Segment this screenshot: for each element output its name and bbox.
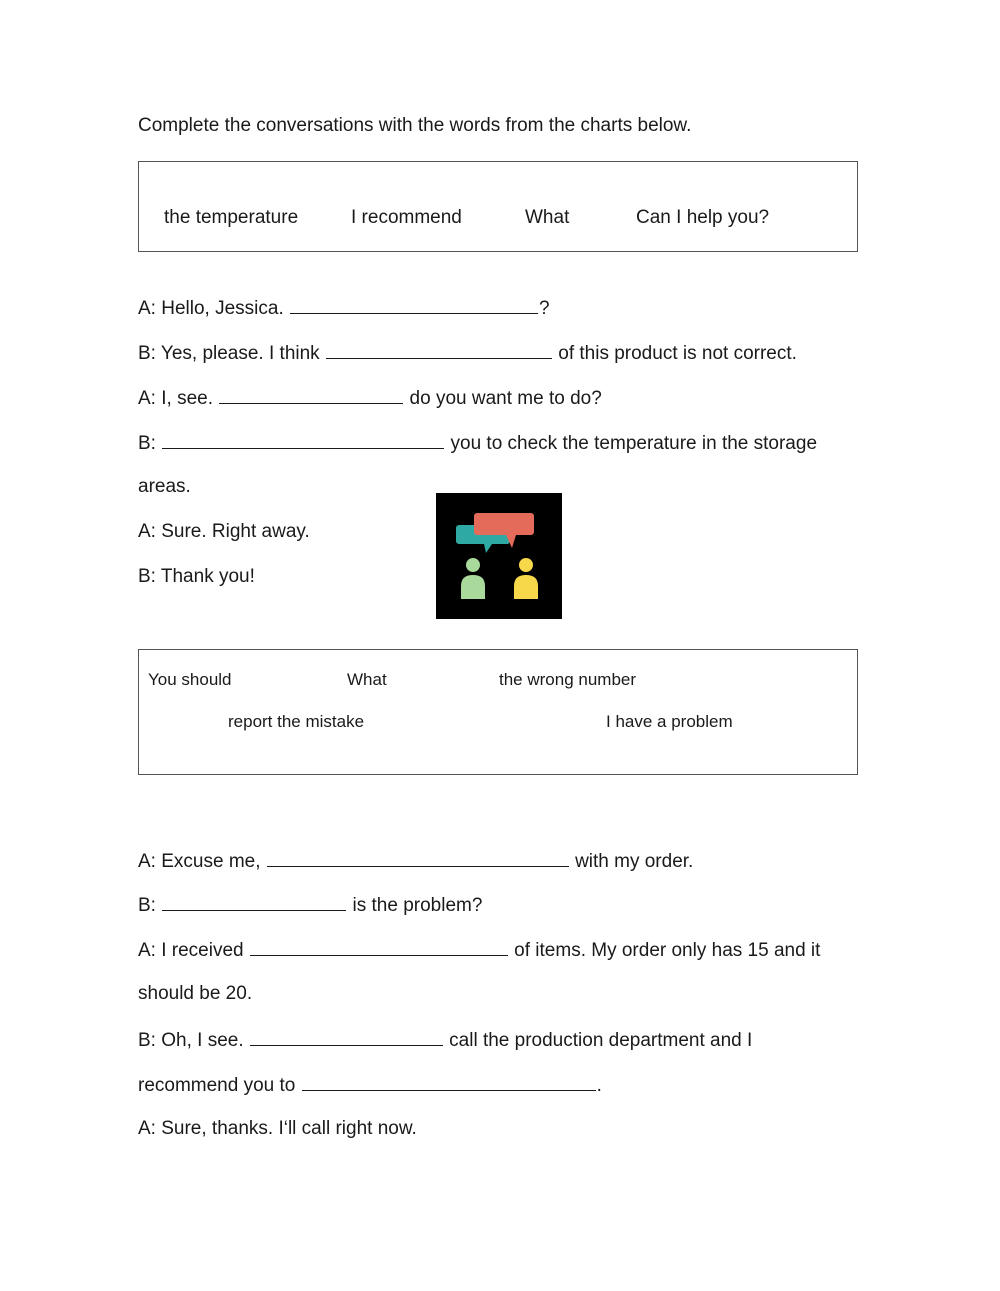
- line-text: recommend you to: [138, 1075, 296, 1096]
- line-text: is the problem?: [352, 895, 483, 916]
- answer-blank[interactable]: [267, 849, 569, 867]
- conversation-1-line-2: [138, 341, 797, 365]
- conversation-2-line-6: [138, 1073, 602, 1097]
- line-text: B:: [138, 895, 156, 916]
- word-chip: You should: [148, 670, 232, 689]
- word-chip: the temperature: [164, 207, 299, 228]
- line-text: A: I received: [138, 940, 244, 961]
- answer-blank[interactable]: [302, 1073, 596, 1091]
- conversation-2-line-7: A: Sure, thanks. I‘ll call right now.: [138, 1118, 417, 1139]
- conversation-2-line-2: [138, 893, 482, 917]
- line-text: A: Hello, Jessica.: [138, 298, 284, 319]
- line-text: of items. My order only has 15 and it: [514, 940, 821, 961]
- answer-blank[interactable]: [162, 893, 346, 911]
- word-chip: Can I help you?: [636, 207, 770, 228]
- line-text: do you want me to do?: [409, 388, 602, 409]
- line-text: .: [596, 1075, 602, 1096]
- answer-blank[interactable]: [290, 296, 538, 314]
- line-text: call the production department and I: [449, 1030, 753, 1051]
- line-text: with my order.: [575, 851, 694, 872]
- word-chip: What: [525, 207, 570, 228]
- line-text: B: Yes, please. I think: [138, 343, 320, 364]
- line-text: A: Excuse me,: [138, 851, 261, 872]
- conversation-1-line-6: A: Sure. Right away.: [138, 521, 310, 542]
- conversation-2-line-4: should be 20.: [138, 983, 253, 1004]
- line-text: of this product is not correct.: [558, 343, 797, 364]
- answer-blank[interactable]: [326, 341, 552, 359]
- word-chip: I recommend: [351, 207, 462, 228]
- line-text: ?: [539, 298, 550, 319]
- word-chip: the wrong number: [499, 670, 637, 689]
- conversation-2-line-3: [138, 938, 820, 962]
- word-chart-2: [138, 649, 858, 775]
- conversation-1-line-4: [138, 431, 817, 455]
- line-text: B:: [138, 433, 156, 454]
- word-chart-1: [138, 161, 858, 252]
- line-text: you to check the temperature in the storage: [450, 433, 818, 454]
- word-chip: I have a problem: [606, 712, 733, 731]
- conversation-2-line-5: [138, 1028, 752, 1052]
- instructions: Complete the conversations with the words from the charts below.: [138, 115, 692, 136]
- word-chip: What: [347, 670, 387, 689]
- answer-blank[interactable]: [219, 386, 403, 404]
- conversation-1-line-7: B: Thank you!: [138, 566, 255, 587]
- conversation-2-line-1: [138, 849, 693, 873]
- conversation-1-line-1: [138, 296, 550, 320]
- answer-blank[interactable]: [250, 938, 508, 956]
- word-chip: report the mistake: [228, 712, 365, 731]
- answer-blank[interactable]: [162, 431, 444, 449]
- line-text: B: Oh, I see.: [138, 1030, 244, 1051]
- line-text: A: I, see.: [138, 388, 213, 409]
- answer-blank[interactable]: [250, 1028, 443, 1046]
- conversation-people-icon: [436, 493, 562, 619]
- conversation-1-line-3: [138, 386, 602, 410]
- conversation-1-line-5: areas.: [138, 476, 191, 497]
